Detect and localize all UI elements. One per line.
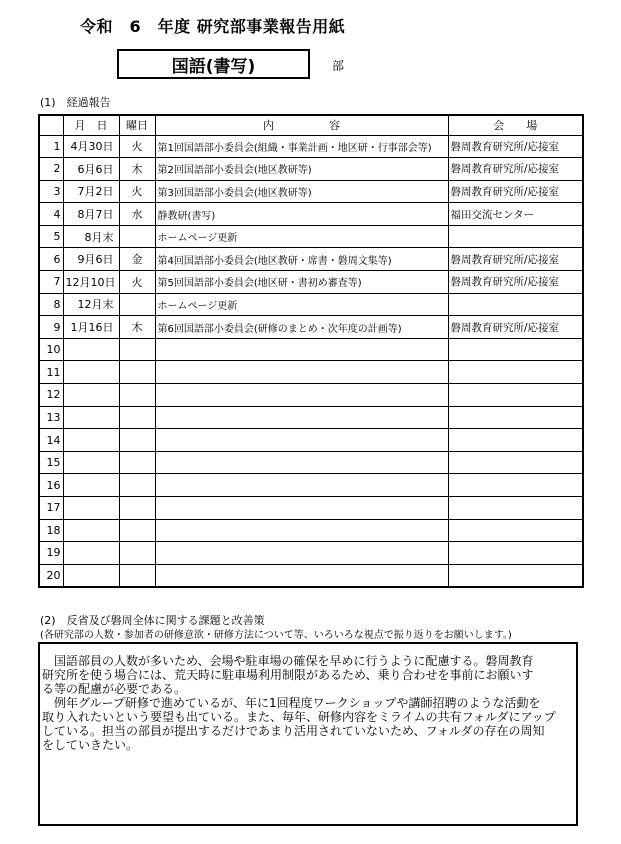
row-day (119, 406, 155, 429)
row-number: 13 (39, 406, 63, 429)
table-row (39, 338, 583, 361)
table-row (39, 519, 583, 542)
comment-line: している。担当の部員が提出するだけであまり活用されていないため、フォルダの存在の周知 (42, 724, 545, 738)
comment-box (38, 642, 578, 826)
row-date (63, 361, 119, 384)
row-day (119, 519, 155, 542)
row-number: 2 (39, 158, 63, 181)
row-number: 16 (39, 474, 63, 497)
row-content (155, 542, 448, 565)
table-row (39, 542, 583, 565)
row-content: 第6回国語部小委員会(研修のまとめ・次年度の計画等) (155, 316, 448, 339)
row-number: 4 (39, 203, 63, 226)
row-day (119, 542, 155, 565)
row-venue (448, 384, 583, 407)
row-number: 15 (39, 451, 63, 474)
row-day: 水 (119, 203, 155, 226)
department-box (117, 49, 310, 79)
row-date: 12月末 (63, 293, 119, 316)
row-date (63, 564, 119, 587)
row-content (155, 384, 448, 407)
table-row (39, 564, 583, 587)
table-row (39, 429, 583, 452)
row-date: 12月10日 (63, 271, 119, 294)
row-content: 第2回国語部小委員会(地区教研等) (155, 158, 448, 181)
row-venue (448, 519, 583, 542)
row-date (63, 542, 119, 565)
header-day: 曜日 (119, 115, 155, 135)
row-venue (448, 564, 583, 587)
row-number: 18 (39, 519, 63, 542)
row-day (119, 384, 155, 407)
row-venue (448, 474, 583, 497)
table-header-row (39, 115, 583, 135)
row-number: 5 (39, 225, 63, 248)
row-content: 静教研(書写) (155, 203, 448, 226)
row-content (155, 474, 448, 497)
row-venue (448, 406, 583, 429)
table-row (39, 316, 583, 339)
row-date (63, 474, 119, 497)
row-venue: 磐周教育研究所/応接室 (448, 158, 583, 181)
table-row (39, 293, 583, 316)
comment-line: 取り入れたいという要望も出ている。また、毎年、研修内容をミライムの共有フォルダにアップ (42, 710, 556, 724)
comment-line: 国語部員の人数が多いため、会場や駐車場の確保を早めに行うように配慮する。磐周教育 (42, 654, 534, 668)
row-number: 1 (39, 135, 63, 158)
row-day: 木 (119, 158, 155, 181)
row-content: 第4回国語部小委員会(地区教研・席書・磐周文集等) (155, 248, 448, 271)
row-venue (448, 225, 583, 248)
row-day (119, 497, 155, 520)
department-suffix: 部 (332, 59, 345, 73)
row-venue (448, 497, 583, 520)
row-venue (448, 361, 583, 384)
row-content (155, 564, 448, 587)
row-venue: 磐周教育研究所/応接室 (448, 248, 583, 271)
table-row (39, 248, 583, 271)
row-number: 12 (39, 384, 63, 407)
table-row (39, 451, 583, 474)
row-date: 8月7日 (63, 203, 119, 226)
row-content (155, 497, 448, 520)
table-row (39, 474, 583, 497)
row-date: 9月6日 (63, 248, 119, 271)
row-date (63, 406, 119, 429)
row-venue: 磐周教育研究所/応接室 (448, 180, 583, 203)
header-no (39, 115, 63, 135)
row-number: 17 (39, 497, 63, 520)
row-day: 金 (119, 248, 155, 271)
row-day: 木 (119, 316, 155, 339)
row-number: 19 (39, 542, 63, 565)
row-number: 10 (39, 338, 63, 361)
row-venue: 磐周教育研究所/応接室 (448, 135, 583, 158)
table-row (39, 271, 583, 294)
row-venue: 磐周教育研究所/応接室 (448, 316, 583, 339)
section2-note: (各研究部の人数・参加者の研修意欲・研修方法について等、いろいろな視点で振り返りをお願いします。) (40, 630, 512, 641)
row-number: 11 (39, 361, 63, 384)
row-day (119, 338, 155, 361)
row-number: 3 (39, 180, 63, 203)
row-day (119, 474, 155, 497)
comment-line: 研究所を使う場合には、荒天時に駐車場利用制限があるため、乗り合わせを事前にお願いす (42, 668, 534, 682)
row-date (63, 519, 119, 542)
row-date: 6月6日 (63, 158, 119, 181)
comment-line: をしていきたい。 (42, 738, 139, 752)
row-day: 火 (119, 180, 155, 203)
row-content (155, 406, 448, 429)
row-day (119, 451, 155, 474)
row-venue (448, 451, 583, 474)
row-content: 第1回国語部小委員会(組織・事業計画・地区研・行事部会等) (155, 135, 448, 158)
row-number: 20 (39, 564, 63, 587)
table-row (39, 203, 583, 226)
row-content: 第5回国語部小委員会(地区研・書初め審査等) (155, 271, 448, 294)
row-venue (448, 542, 583, 565)
table-row (39, 158, 583, 181)
row-day (119, 361, 155, 384)
row-day (119, 564, 155, 587)
row-content (155, 361, 448, 384)
table-row (39, 361, 583, 384)
row-content: 第3回国語部小委員会(地区教研等) (155, 180, 448, 203)
row-day: 火 (119, 271, 155, 294)
row-content (155, 451, 448, 474)
page-title: 令和 6 年度 研究部事業報告用紙 (80, 17, 346, 36)
section1-title: (1) 経過報告 (40, 96, 111, 109)
row-venue: 磐周教育研究所/応接室 (448, 271, 583, 294)
header-date: 月 日 (63, 115, 119, 135)
row-date (63, 497, 119, 520)
row-date: 8月末 (63, 225, 119, 248)
header-venue: 会 場 (448, 115, 583, 135)
row-venue: 福田交流センター (448, 203, 583, 226)
row-day (119, 225, 155, 248)
row-number: 9 (39, 316, 63, 339)
table-row (39, 497, 583, 520)
row-content (155, 338, 448, 361)
section2-title: (2) 反省及び磐周全体に関する課題と改善策 (40, 614, 265, 627)
comment-line: る等の配慮が必要である。 (42, 682, 187, 696)
row-date: 7月2日 (63, 180, 119, 203)
row-venue (448, 429, 583, 452)
row-date: 1月16日 (63, 316, 119, 339)
row-content (155, 519, 448, 542)
row-date (63, 429, 119, 452)
row-content (155, 429, 448, 452)
row-date (63, 338, 119, 361)
row-number: 6 (39, 248, 63, 271)
row-date: 4月30日 (63, 135, 119, 158)
table-row (39, 135, 583, 158)
header-content: 内 容 (155, 115, 448, 135)
row-number: 14 (39, 429, 63, 452)
row-day (119, 293, 155, 316)
table-row (39, 384, 583, 407)
row-number: 8 (39, 293, 63, 316)
table-row (39, 406, 583, 429)
row-venue (448, 338, 583, 361)
row-venue (448, 293, 583, 316)
row-day: 火 (119, 135, 155, 158)
row-date (63, 451, 119, 474)
row-content: ホームページ更新 (155, 225, 448, 248)
row-date (63, 384, 119, 407)
row-day (119, 429, 155, 452)
row-content: ホームページ更新 (155, 293, 448, 316)
department-name: 国語(書写) (171, 56, 256, 77)
row-number: 7 (39, 271, 63, 294)
progress-table (38, 114, 584, 588)
table-row (39, 225, 583, 248)
table-row (39, 180, 583, 203)
comment-line: 例年グループ研修で進めているが、年に1回程度ワークショップや講師招聘のような活動を (42, 696, 541, 710)
